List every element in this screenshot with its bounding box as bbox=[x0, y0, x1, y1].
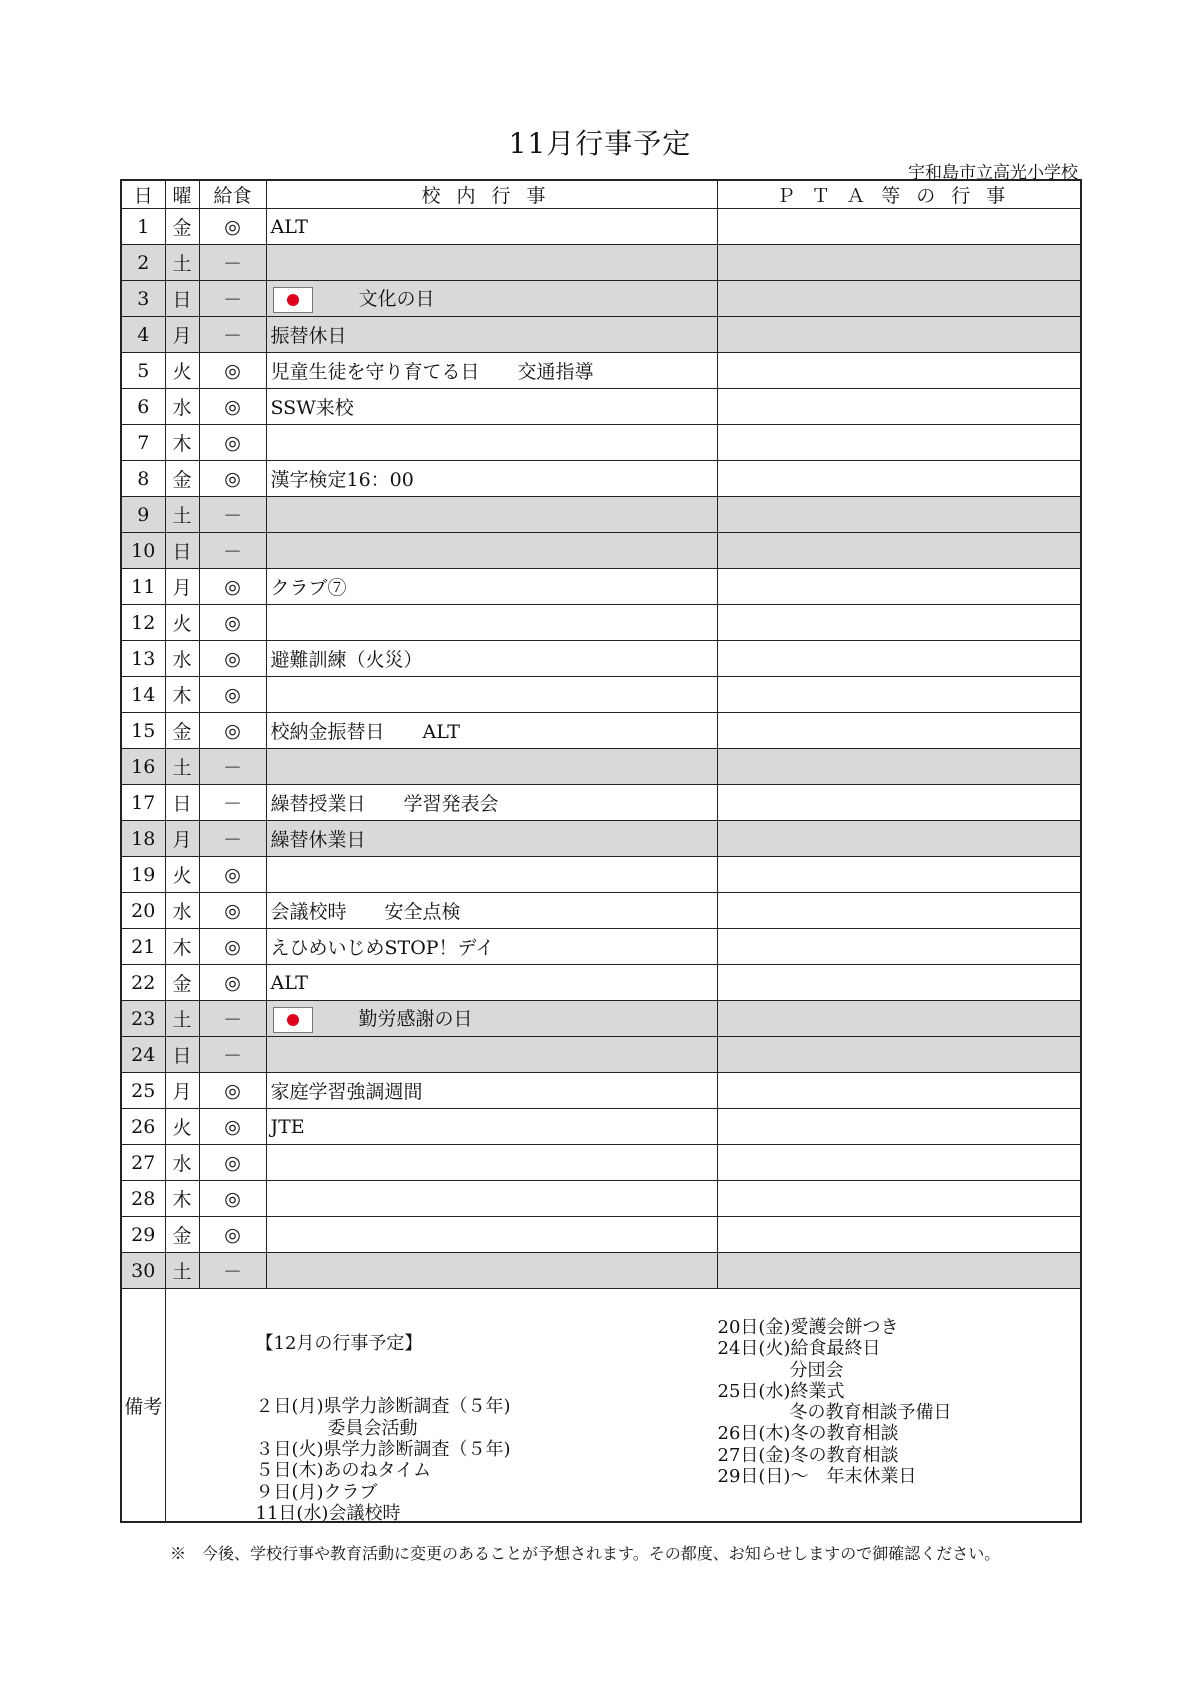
lunch-mark: ◎ bbox=[199, 929, 266, 965]
header-pta-events: ＰＴＡ等の行事 bbox=[717, 180, 1081, 209]
school-event bbox=[266, 677, 717, 713]
pta-event bbox=[717, 1001, 1081, 1037]
day-row bbox=[121, 353, 1081, 389]
weekday: 木 bbox=[165, 929, 199, 965]
remarks-line: 27日(金)冬の教育相談 bbox=[717, 1444, 899, 1466]
day-number: 5 bbox=[121, 353, 165, 389]
day-row bbox=[121, 389, 1081, 425]
school-event bbox=[266, 605, 717, 641]
day-row bbox=[121, 533, 1081, 569]
remarks-line: ５日(木)あのねタイム bbox=[255, 1460, 432, 1482]
day-row bbox=[121, 857, 1081, 893]
pta-event bbox=[717, 1145, 1081, 1181]
day-row bbox=[121, 1181, 1081, 1217]
lunch-mark: ◎ bbox=[199, 1181, 266, 1217]
school-event-text: 繰替授業日 学習発表会 bbox=[270, 793, 499, 815]
weekday: 土 bbox=[165, 245, 199, 281]
schedule-table bbox=[120, 179, 1082, 1523]
lunch-mark: ◎ bbox=[199, 1109, 266, 1145]
day-number: 26 bbox=[121, 1109, 165, 1145]
day-number: 29 bbox=[121, 1217, 165, 1253]
lunch-mark: ◎ bbox=[199, 353, 266, 389]
day-row bbox=[121, 1145, 1081, 1181]
school-event bbox=[266, 533, 717, 569]
lunch-mark: ◎ bbox=[199, 677, 266, 713]
lunch-mark: ◎ bbox=[199, 461, 266, 497]
school-event bbox=[266, 425, 717, 461]
lunch-mark: ◎ bbox=[199, 1145, 266, 1181]
weekday: 金 bbox=[165, 713, 199, 749]
lunch-mark: ◎ bbox=[199, 893, 266, 929]
school-event bbox=[266, 209, 717, 245]
weekday: 火 bbox=[165, 353, 199, 389]
pta-event bbox=[717, 245, 1081, 281]
weekday: 水 bbox=[165, 389, 199, 425]
lunch-mark: ◎ bbox=[199, 605, 266, 641]
pta-event bbox=[717, 785, 1081, 821]
weekday: 木 bbox=[165, 1181, 199, 1217]
lunch-mark: － bbox=[199, 317, 266, 353]
day-row bbox=[121, 1001, 1081, 1037]
school-event bbox=[266, 1145, 717, 1181]
school-event bbox=[266, 497, 717, 533]
pta-event bbox=[717, 677, 1081, 713]
remarks-row bbox=[121, 1289, 1081, 1523]
pta-event bbox=[717, 317, 1081, 353]
weekday: 日 bbox=[165, 785, 199, 821]
weekday: 月 bbox=[165, 317, 199, 353]
school-event bbox=[266, 245, 717, 281]
day-number: 25 bbox=[121, 1073, 165, 1109]
school-event bbox=[266, 929, 717, 965]
remarks-line: 委員会活動 bbox=[255, 1417, 418, 1439]
school-event bbox=[266, 389, 717, 425]
school-event bbox=[266, 749, 717, 785]
school-event bbox=[266, 1253, 717, 1289]
day-number: 24 bbox=[121, 1037, 165, 1073]
day-number: 16 bbox=[121, 749, 165, 785]
lunch-mark: ◎ bbox=[199, 1217, 266, 1253]
day-row bbox=[121, 569, 1081, 605]
day-row bbox=[121, 677, 1081, 713]
lunch-mark: ◎ bbox=[199, 569, 266, 605]
pta-event bbox=[717, 1073, 1081, 1109]
remarks-left-column bbox=[256, 1290, 511, 1522]
day-number: 2 bbox=[121, 245, 165, 281]
day-number: 20 bbox=[121, 893, 165, 929]
day-row bbox=[121, 641, 1081, 677]
weekday: 木 bbox=[165, 677, 199, 713]
school-event-text: 避難訓練（火災） bbox=[270, 649, 423, 671]
day-row bbox=[121, 281, 1081, 317]
lunch-mark: ◎ bbox=[199, 389, 266, 425]
weekday: 火 bbox=[165, 605, 199, 641]
lunch-mark: － bbox=[199, 1001, 266, 1037]
lunch-mark: ◎ bbox=[199, 425, 266, 461]
header-row bbox=[121, 180, 1081, 209]
pta-event bbox=[717, 821, 1081, 857]
day-row bbox=[121, 317, 1081, 353]
day-number: 17 bbox=[121, 785, 165, 821]
lunch-mark: ◎ bbox=[199, 209, 266, 245]
pta-event bbox=[717, 281, 1081, 317]
lunch-mark: － bbox=[199, 821, 266, 857]
school-event-text: えひめいじめSTOP！デイ bbox=[270, 937, 495, 959]
school-event bbox=[266, 1073, 717, 1109]
lunch-mark: ◎ bbox=[199, 713, 266, 749]
day-number: 6 bbox=[121, 389, 165, 425]
weekday: 月 bbox=[165, 821, 199, 857]
day-number: 19 bbox=[121, 857, 165, 893]
lunch-mark: － bbox=[199, 497, 266, 533]
day-row bbox=[121, 1253, 1081, 1289]
day-row bbox=[121, 209, 1081, 245]
day-row bbox=[121, 1109, 1081, 1145]
weekday: 火 bbox=[165, 857, 199, 893]
weekday: 土 bbox=[165, 497, 199, 533]
header-weekday: 曜 bbox=[165, 180, 199, 209]
lunch-mark: ◎ bbox=[199, 857, 266, 893]
school-event bbox=[266, 1217, 717, 1253]
school-event bbox=[266, 893, 717, 929]
remarks-line: 29日(日)～ 年末休業日 bbox=[717, 1466, 917, 1488]
lunch-mark: － bbox=[199, 533, 266, 569]
remarks-line: 24日(火)給食最終日 bbox=[717, 1338, 881, 1360]
lunch-mark: － bbox=[199, 785, 266, 821]
remarks-line: ２日(月)県学力診断調査（５年) bbox=[255, 1396, 511, 1418]
pta-event bbox=[717, 569, 1081, 605]
weekday: 月 bbox=[165, 1073, 199, 1109]
school-event bbox=[266, 857, 717, 893]
weekday: 木 bbox=[165, 425, 199, 461]
day-number: 8 bbox=[121, 461, 165, 497]
weekday: 水 bbox=[165, 1145, 199, 1181]
weekday: 水 bbox=[165, 893, 199, 929]
school-event bbox=[266, 353, 717, 389]
day-row bbox=[121, 965, 1081, 1001]
day-number: 7 bbox=[121, 425, 165, 461]
school-event-text: 校納金振替日 ALT bbox=[270, 721, 460, 743]
weekday: 金 bbox=[165, 965, 199, 1001]
footnote: ※ 今後、学校行事や教育活動に変更のあることが予想されます。その都度、お知らせしますので御確認ください。 bbox=[170, 1544, 1001, 1563]
school-event-text: 繰替休業日 bbox=[270, 829, 366, 851]
day-number: 27 bbox=[121, 1145, 165, 1181]
pta-event bbox=[717, 857, 1081, 893]
remarks-line: ９日(月)クラブ bbox=[255, 1481, 378, 1503]
school-event bbox=[266, 281, 717, 317]
school-event bbox=[266, 1001, 717, 1037]
day-row bbox=[121, 785, 1081, 821]
day-number: 9 bbox=[121, 497, 165, 533]
school-event bbox=[266, 317, 717, 353]
weekday: 金 bbox=[165, 1217, 199, 1253]
pta-event bbox=[717, 749, 1081, 785]
pta-event bbox=[717, 893, 1081, 929]
pta-event bbox=[717, 209, 1081, 245]
remarks-right-column bbox=[718, 1317, 952, 1487]
day-row bbox=[121, 1073, 1081, 1109]
lunch-mark: － bbox=[199, 281, 266, 317]
pta-event bbox=[717, 1253, 1081, 1289]
weekday: 月 bbox=[165, 569, 199, 605]
weekday: 土 bbox=[165, 1253, 199, 1289]
pta-event bbox=[717, 353, 1081, 389]
japan-flag-icon bbox=[273, 287, 313, 313]
days-body bbox=[121, 209, 1081, 1289]
day-number: 23 bbox=[121, 1001, 165, 1037]
remarks-line: 26日(木)冬の教育相談 bbox=[717, 1423, 899, 1445]
pta-event bbox=[717, 1037, 1081, 1073]
pta-event bbox=[717, 1217, 1081, 1253]
school-event bbox=[266, 1181, 717, 1217]
school-event-text: クラブ⑦ bbox=[270, 577, 347, 599]
school-event bbox=[266, 461, 717, 497]
day-number: 30 bbox=[121, 1253, 165, 1289]
weekday: 土 bbox=[165, 749, 199, 785]
school-event-text: 漢字検定16：00 bbox=[270, 469, 414, 491]
lunch-mark: － bbox=[199, 749, 266, 785]
pta-event bbox=[717, 425, 1081, 461]
remarks-line: 11日(水)会議校時 bbox=[255, 1502, 401, 1522]
day-number: 3 bbox=[121, 281, 165, 317]
school-event bbox=[266, 965, 717, 1001]
remarks-line: 25日(水)終業式 bbox=[717, 1380, 845, 1402]
school-event-text: 家庭学習強調週間 bbox=[270, 1081, 423, 1103]
remarks-cell bbox=[165, 1289, 1081, 1523]
remarks-line: 20日(金)愛護会餅つき bbox=[717, 1317, 899, 1338]
pta-event bbox=[717, 965, 1081, 1001]
pta-event bbox=[717, 1181, 1081, 1217]
weekday: 火 bbox=[165, 1109, 199, 1145]
day-row bbox=[121, 893, 1081, 929]
day-row bbox=[121, 605, 1081, 641]
remarks-heading: 【12月の行事予定】 bbox=[255, 1332, 423, 1354]
pta-event bbox=[717, 461, 1081, 497]
day-number: 28 bbox=[121, 1181, 165, 1217]
pta-event bbox=[717, 533, 1081, 569]
school-event-text: 文化の日 bbox=[358, 288, 435, 310]
school-event-text: 児童生徒を守り育てる日 交通指導 bbox=[270, 361, 594, 383]
page-title: 11月行事予定 bbox=[508, 127, 692, 160]
lunch-mark: － bbox=[199, 1253, 266, 1289]
day-number: 11 bbox=[121, 569, 165, 605]
day-row bbox=[121, 929, 1081, 965]
weekday: 土 bbox=[165, 1001, 199, 1037]
day-number: 12 bbox=[121, 605, 165, 641]
remarks-label: 備考 bbox=[121, 1289, 165, 1523]
header-day: 日 bbox=[121, 180, 165, 209]
day-number: 14 bbox=[121, 677, 165, 713]
day-number: 21 bbox=[121, 929, 165, 965]
school-event-text: 振替休日 bbox=[270, 325, 347, 347]
day-number: 15 bbox=[121, 713, 165, 749]
pta-event bbox=[717, 497, 1081, 533]
japan-flag-icon bbox=[273, 1007, 313, 1033]
day-number: 13 bbox=[121, 641, 165, 677]
school-event bbox=[266, 641, 717, 677]
day-row bbox=[121, 461, 1081, 497]
school-event-text: ALT bbox=[270, 215, 308, 238]
weekday: 日 bbox=[165, 533, 199, 569]
pta-event bbox=[717, 641, 1081, 677]
pta-event bbox=[717, 605, 1081, 641]
day-row bbox=[121, 713, 1081, 749]
remarks-line: 冬の教育相談予備日 bbox=[717, 1402, 952, 1424]
pta-event bbox=[717, 389, 1081, 425]
day-row bbox=[121, 497, 1081, 533]
school-event bbox=[266, 569, 717, 605]
school-event bbox=[266, 785, 717, 821]
header-school-events: 校内行事 bbox=[266, 180, 717, 209]
school-event bbox=[266, 821, 717, 857]
remarks-line: 分団会 bbox=[717, 1359, 844, 1381]
weekday: 金 bbox=[165, 461, 199, 497]
school-event-text: SSW来校 bbox=[270, 397, 354, 419]
lunch-mark: ◎ bbox=[199, 1073, 266, 1109]
weekday: 日 bbox=[165, 1037, 199, 1073]
lunch-mark: － bbox=[199, 1037, 266, 1073]
day-number: 10 bbox=[121, 533, 165, 569]
day-row bbox=[121, 1217, 1081, 1253]
school-event-text: JTE bbox=[270, 1115, 305, 1138]
day-row bbox=[121, 425, 1081, 461]
school-event-text: 会議校時 安全点検 bbox=[270, 901, 461, 923]
school-event-text: 勤労感謝の日 bbox=[358, 1008, 473, 1030]
day-number: 1 bbox=[121, 209, 165, 245]
day-row bbox=[121, 821, 1081, 857]
day-row bbox=[121, 749, 1081, 785]
school-event bbox=[266, 713, 717, 749]
day-row bbox=[121, 245, 1081, 281]
header-lunch: 給食 bbox=[199, 180, 266, 209]
pta-event bbox=[717, 1109, 1081, 1145]
remarks-line: ３日(火)県学力診断調査（５年) bbox=[255, 1439, 511, 1461]
pta-event bbox=[717, 713, 1081, 749]
pta-event bbox=[717, 929, 1081, 965]
weekday: 日 bbox=[165, 281, 199, 317]
lunch-mark: － bbox=[199, 245, 266, 281]
day-number: 22 bbox=[121, 965, 165, 1001]
weekday: 水 bbox=[165, 641, 199, 677]
day-number: 4 bbox=[121, 317, 165, 353]
day-number: 18 bbox=[121, 821, 165, 857]
weekday: 金 bbox=[165, 209, 199, 245]
school-event-text: ALT bbox=[270, 971, 308, 994]
school-event bbox=[266, 1037, 717, 1073]
school-name: 宇和島市立高光小学校 bbox=[908, 163, 1078, 183]
school-event bbox=[266, 1109, 717, 1145]
lunch-mark: ◎ bbox=[199, 641, 266, 677]
day-row bbox=[121, 1037, 1081, 1073]
lunch-mark: ◎ bbox=[199, 965, 266, 1001]
